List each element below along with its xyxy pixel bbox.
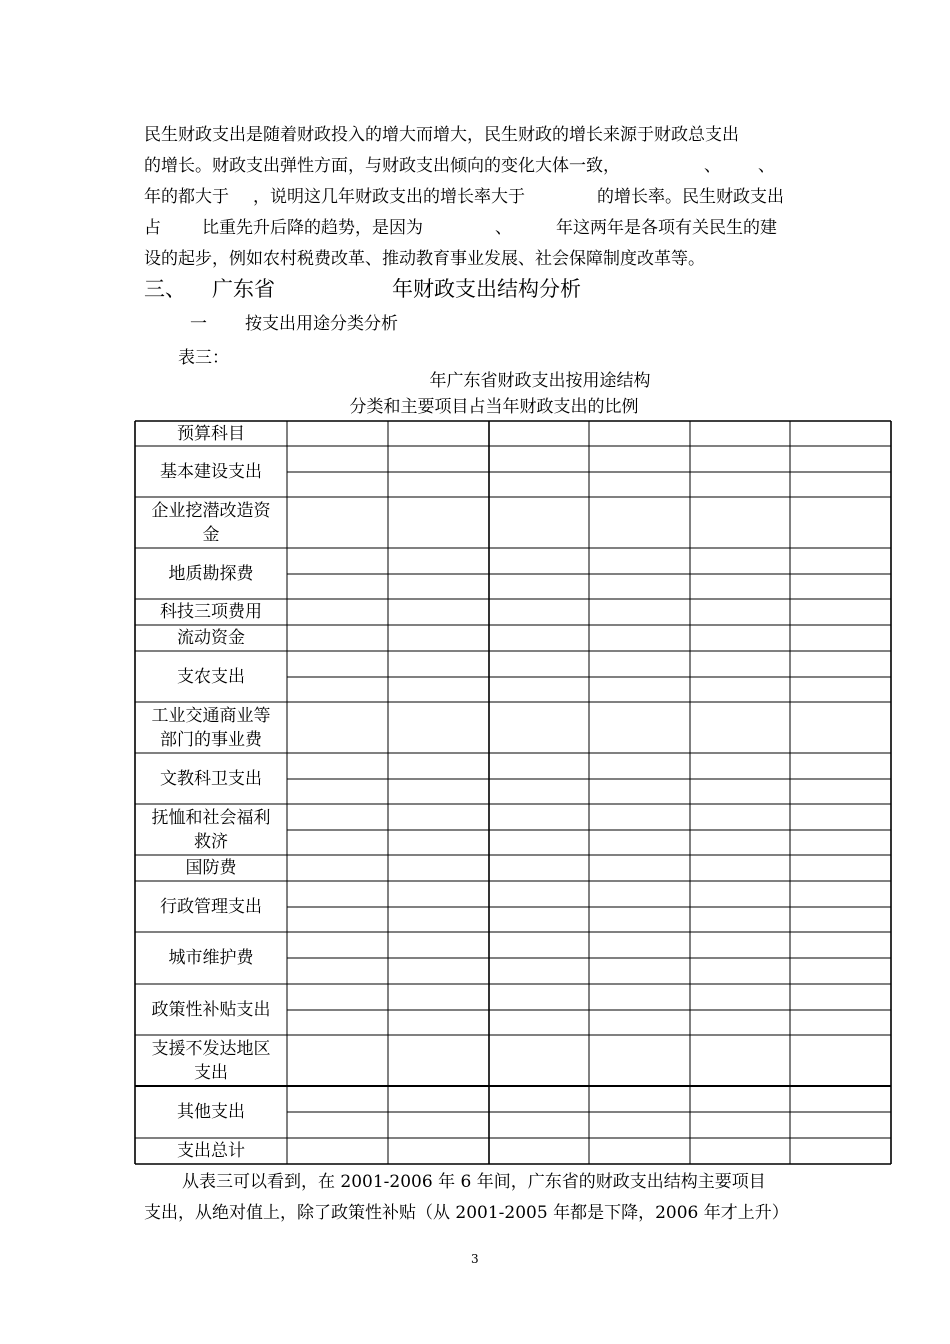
paragraph-1-line-2: 的增长。财政支出弹性方面，与财政支出倾向的变化大体一致，	[144, 156, 620, 176]
section-title-a: 广东省	[212, 277, 275, 301]
paragraph-1-separator: 、	[704, 156, 721, 176]
table-row-label-text: 城市维护费	[168, 948, 254, 968]
paragraph-1-line-1: 民生财政支出是随着财政投入的增大而增大，民生财政的增长来源于财政总支出	[144, 125, 739, 145]
table-row-label-text: 其他支出	[177, 1102, 245, 1122]
table-row-label	[136, 548, 286, 599]
table-row-label-text: 文教科卫支出	[160, 768, 262, 789]
table-row-label	[136, 984, 286, 1035]
table-row-label	[136, 625, 286, 651]
table-row-label-text: 金	[202, 524, 220, 545]
table-row-label	[136, 753, 286, 804]
table-row-label	[136, 804, 286, 855]
table-row-label	[136, 1086, 286, 1138]
paragraph-1-line-3c: 的增长率。民生财政支出	[597, 187, 784, 207]
table-row-label-text: 流动资金	[177, 628, 245, 648]
table-row-label-text: 政策性补贴支出	[151, 999, 271, 1020]
table-row-label	[136, 1035, 286, 1086]
table-row-label	[136, 932, 286, 984]
table-row-label	[136, 497, 286, 548]
table-row-label	[136, 1138, 286, 1164]
paragraph-1-line-4a: 占	[144, 218, 161, 238]
table-row-label-text: 支出	[194, 1062, 228, 1083]
table-row-label-text: 科技三项费用	[160, 602, 262, 622]
table-row-label-text: 支农支出	[177, 666, 245, 687]
paragraph-2-line-2: 支出，从绝对值上，除了政策性补贴（从 2001-2005 年都是下降，2006 年才上升）	[144, 1203, 789, 1223]
table-row-label	[136, 421, 286, 446]
table-row-label	[136, 651, 286, 702]
table-label: 表三：	[178, 348, 229, 368]
table-caption-line-1: 年广东省财政支出按用途结构	[429, 371, 651, 391]
table-row-label	[136, 446, 286, 497]
table-row-label-text: 支出总计	[177, 1141, 245, 1161]
table-row-label-text: 行政管理支出	[160, 896, 262, 917]
table-row-label	[136, 599, 286, 625]
paragraph-1-line-3a: 年的都大于	[144, 187, 229, 207]
table-caption-line-2: 分类和主要项目占当年财政支出的比例	[349, 397, 639, 417]
section-number: 三、	[144, 277, 186, 301]
table-row-label-text: 预算科目	[177, 423, 245, 444]
table-row-label-text: 支援不发达地区	[151, 1038, 271, 1059]
table-row-label	[136, 855, 286, 881]
subsection-title: 按支出用途分类分析	[245, 314, 398, 334]
paragraph-1-separator: 、	[758, 156, 775, 176]
paragraph-2-line-1: 从表三可以看到，在 2001-2006 年 6 年间，广东省的财政支出结构主要项目	[182, 1172, 766, 1192]
table-row-label	[136, 702, 286, 753]
paragraph-1-line-3b: ，说明这几年财政支出的增长率大于	[253, 187, 525, 207]
subsection-number: 一	[190, 314, 207, 334]
table-row-label-text: 部门的事业费	[160, 729, 262, 750]
table-row-label-text: 企业挖潜改造资	[151, 500, 271, 521]
page-number: 3	[471, 1252, 479, 1266]
table-row-label	[136, 881, 286, 932]
table-row-label-text: 基本建设支出	[160, 461, 262, 482]
table-row-label-text: 救济	[194, 831, 228, 852]
paragraph-1-line-5: 设的起步，例如农村税费改革、推动教育事业发展、社会保障制度改革等。	[144, 249, 705, 269]
paragraph-1-line-4c: 、	[495, 218, 512, 238]
table-row-label-text: 工业交通商业等	[151, 705, 271, 726]
paragraph-1-line-4b: 比重先升后降的趋势，是因为	[202, 218, 423, 238]
section-title-b: 年财政支出结构分析	[392, 277, 581, 301]
paragraph-1-line-4d: 年这两年是各项有关民生的建	[556, 218, 777, 238]
table-row-label-text: 地质勘探费	[168, 563, 254, 584]
table-row-label-text: 抚恤和社会福利	[151, 807, 271, 828]
table-row-label-text: 国防费	[185, 858, 237, 878]
